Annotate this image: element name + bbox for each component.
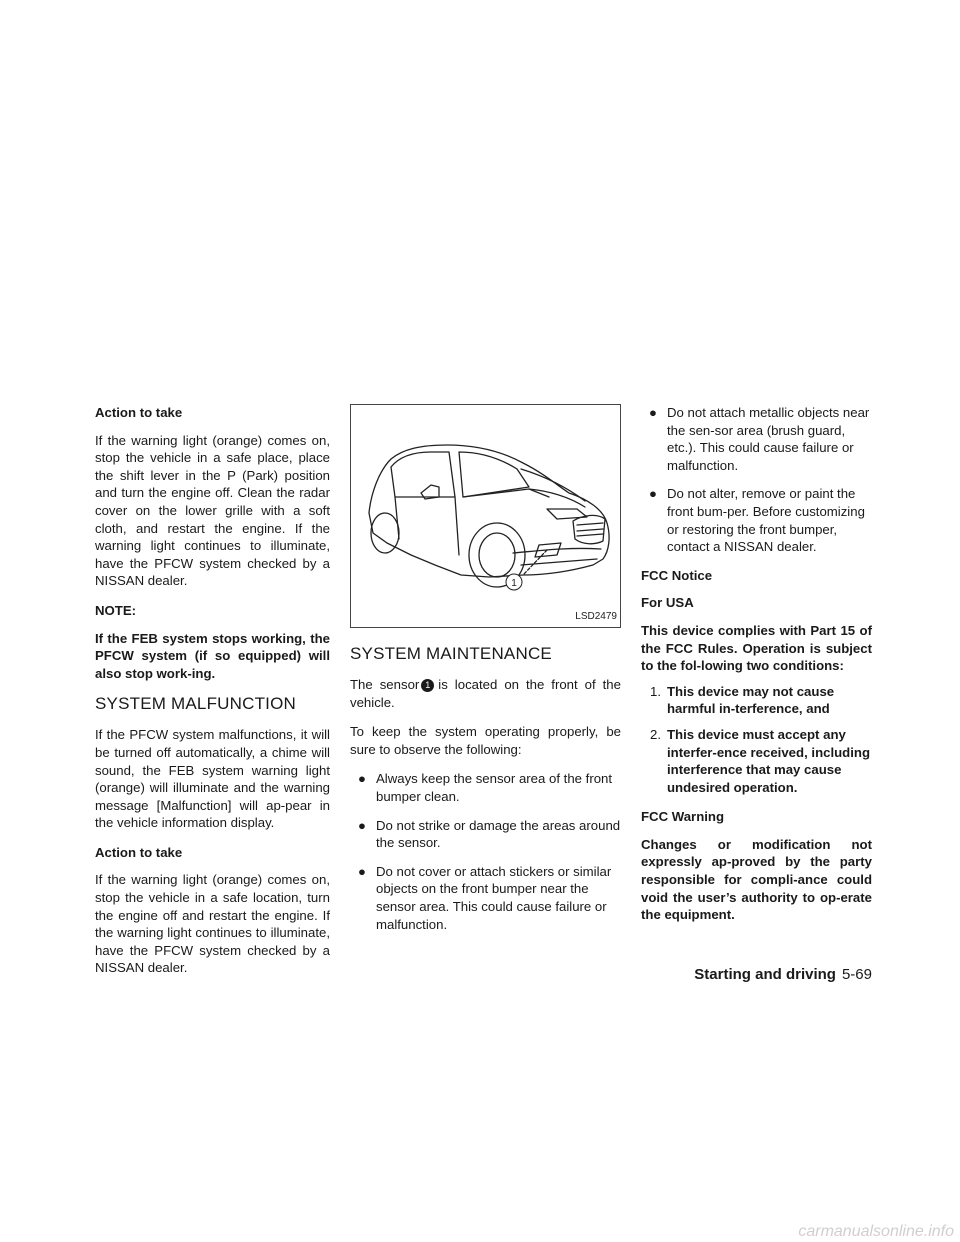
chapter-title: Starting and driving <box>694 966 836 983</box>
paragraph-fcc-warning: Changes or modification not expressly ap-proved by the party responsible for compli-ance could void the user’s authority to op-erate the equipment. <box>641 836 872 923</box>
paragraph-fcc-compliance: This device complies with Part 15 of the FCC Rules. Operation is subject to the fol-lowing two conditions: <box>641 622 872 674</box>
column-3 <box>641 404 872 936</box>
bullet-icon: ● <box>358 771 366 787</box>
paragraph-action-1: If the warning light (orange) comes on, stop the vehicle in a safe place, place the shift lever in the P (Park) position and turn the engine off. Clean the radar cover on the lower grille with a soft cloth, and restart the engine. If the warning light continues to illuminate, have the PFCW system checked by a NISSAN dealer. <box>95 432 330 589</box>
list-item: 2. This device must accept any interfer-ence received, including interference that may cause undesired operation. <box>650 726 871 795</box>
section-heading-system-maintenance: SYSTEM MAINTENANCE <box>350 644 552 663</box>
figure-code: LSD2479 <box>575 611 617 623</box>
fcc-conditions-list <box>641 683 872 797</box>
paragraph-action-2: If the warning light (orange) comes on, stop the vehicle in a safe location, turn the engine off and restart the engine. If the warning light continues to illuminate, have the PFCW system checked by a NISSAN dealer. <box>95 872 330 976</box>
paragraph-sensor-location <box>350 676 621 711</box>
note-text: If the FEB system stops working, the PFCW system (if so equipped) will also stop work-ing. <box>95 630 330 681</box>
column-1 <box>95 404 330 989</box>
bullet-icon: ● <box>358 817 366 833</box>
column-2 <box>350 404 621 944</box>
paragraph-malfunction: If the PFCW system malfunctions, it will be turned off automatically, a chime will sound, the FEB system warning light (orange) will illuminate and the warning message [Malfunction] will ap-pear in the vehicle information display. <box>95 727 330 831</box>
bullet-icon: ● <box>649 405 657 420</box>
list-item: ● Always keep the sensor area of the front bumper clean. <box>358 771 613 804</box>
page-footer <box>694 966 872 983</box>
bullet-icon: ● <box>649 486 657 502</box>
watermark-text: carmanualsonline.info <box>798 1223 954 1240</box>
list-item: ● Do not attach metallic objects near the sen-sor area (brush guard, etc.). This could cause failure or malfunction. <box>649 405 870 473</box>
paragraph-observe: To keep the system operating properly, be sure to observe the following: <box>350 724 621 757</box>
subheading-fcc-warning: FCC Warning <box>641 809 725 825</box>
page-number: 5-69 <box>841 966 872 983</box>
bullet-icon: ● <box>358 863 366 879</box>
sensor-text-b: is located on the front of the vehicle. <box>350 677 621 710</box>
subheading-fcc-notice: FCC Notice <box>641 567 713 583</box>
sensor-text-a: The sensor <box>350 677 420 692</box>
list-item: ● Do not strike or damage the areas around the sensor. <box>358 817 621 851</box>
list-item: 1. This device may not cause harmful in-terference, and <box>650 683 835 717</box>
note-label: NOTE: <box>95 602 137 618</box>
maintenance-bullets <box>350 770 621 933</box>
subheading-action-to-take-2: Action to take <box>95 844 183 860</box>
subheading-action-to-take: Action to take <box>95 405 183 420</box>
figure-callout-label: 1 <box>511 578 517 589</box>
car-front-three-quarter-icon <box>351 405 620 627</box>
watermark-bar <box>0 1222 960 1242</box>
list-item: ● Do not alter, remove or paint the front bum-per. Before customizing or restoring the front bumper, contact a NISSAN dealer. <box>649 486 865 555</box>
subheading-for-usa: For USA <box>641 595 694 611</box>
car-sensor-figure <box>350 404 621 628</box>
sensor-callout: 1 <box>421 679 434 692</box>
maintenance-bullets-continued <box>641 404 872 556</box>
list-item: ● Do not cover or attach stickers or similar objects on the front bumper near the sensor area. This could cause failure or malfunction. <box>358 863 612 932</box>
section-heading-system-malfunction: SYSTEM MALFUNCTION <box>95 694 297 714</box>
